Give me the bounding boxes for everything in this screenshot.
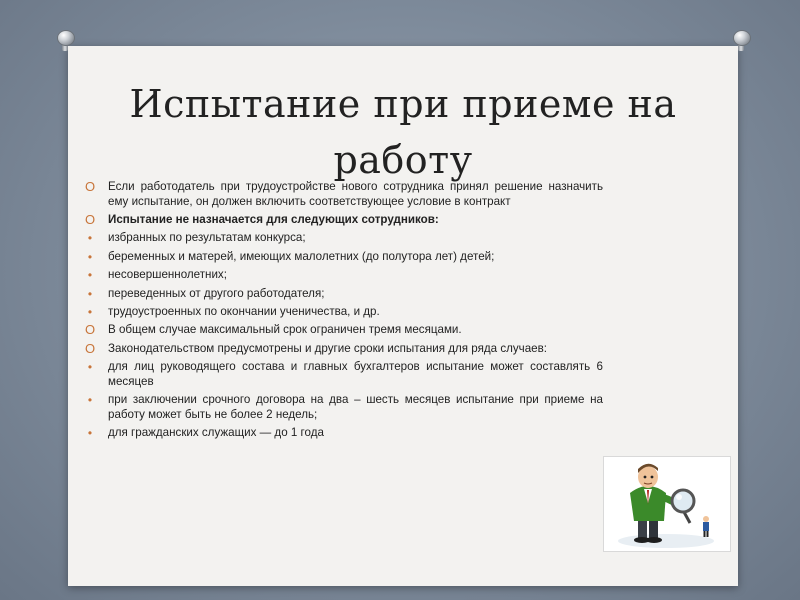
list-item	[78, 393, 603, 422]
list-item	[78, 305, 603, 320]
dot-bullet-icon: •	[87, 286, 93, 301]
dot-bullet-icon: •	[87, 360, 93, 375]
list-item	[78, 250, 603, 265]
list-item-text: избранных по результатам конкурса;	[108, 231, 306, 245]
round-bullet-icon: O	[84, 340, 96, 356]
list-item	[78, 180, 603, 209]
list-item-text: Если работодатель при трудоустройстве нового сотрудника принял решение назначить ему испытание, он должен включить соответствующее условие в контракт	[108, 180, 603, 208]
list-item	[78, 213, 603, 228]
slide-title-line-1: Испытание при приеме на	[129, 82, 677, 126]
list-item	[78, 426, 603, 441]
slide-content	[78, 180, 603, 444]
list-item	[78, 268, 603, 283]
pin-icon	[56, 30, 74, 52]
list-item	[78, 231, 603, 246]
dot-bullet-icon: •	[87, 426, 93, 441]
list-item-text: несовершеннолетних;	[108, 268, 227, 282]
dot-bullet-icon: •	[87, 268, 93, 283]
dot-bullet-icon: •	[87, 393, 93, 408]
slide	[68, 46, 738, 586]
list-item-text: для гражданских служащих — до 1 года	[108, 426, 324, 440]
list-item	[78, 323, 603, 338]
round-bullet-icon: O	[84, 211, 96, 227]
list-item-text: Испытание не назначается для следующих сотрудников:	[108, 212, 439, 226]
slide-title	[68, 76, 738, 188]
list-item-text: трудоустроенных по окончании ученичества, и др.	[108, 304, 380, 318]
list-item-text: Законодательством предусмотрены и другие сроки испытания для ряда случаев:	[108, 341, 547, 355]
dot-bullet-icon: •	[87, 231, 93, 246]
dot-bullet-icon: •	[87, 304, 93, 319]
list-item	[78, 342, 603, 357]
manager-with-magnifying-glass-icon	[603, 456, 731, 552]
round-bullet-icon: O	[84, 179, 96, 194]
list-item	[78, 287, 603, 302]
list-item-text: переведенных от другого работодателя;	[108, 286, 325, 300]
list-item-text: беременных и матерей, имеющих малолетних (до полутора лет) детей;	[108, 249, 495, 263]
round-bullet-icon: O	[84, 322, 96, 338]
dot-bullet-icon: •	[87, 249, 93, 264]
pin-icon	[732, 30, 750, 52]
list-item-text: для лиц руководящего состава и главных бухгалтеров испытание может составлять 6 месяцев	[108, 360, 603, 388]
list-item-text: В общем случае максимальный срок ограничен тремя месяцами.	[108, 323, 462, 337]
list-item-text: при заключении срочного договора на два – шесть месяцев испытание при приеме на работу может быть не более 2 недель;	[108, 393, 603, 421]
slide-title-line-2: работу	[333, 138, 473, 182]
list-item	[78, 360, 603, 389]
